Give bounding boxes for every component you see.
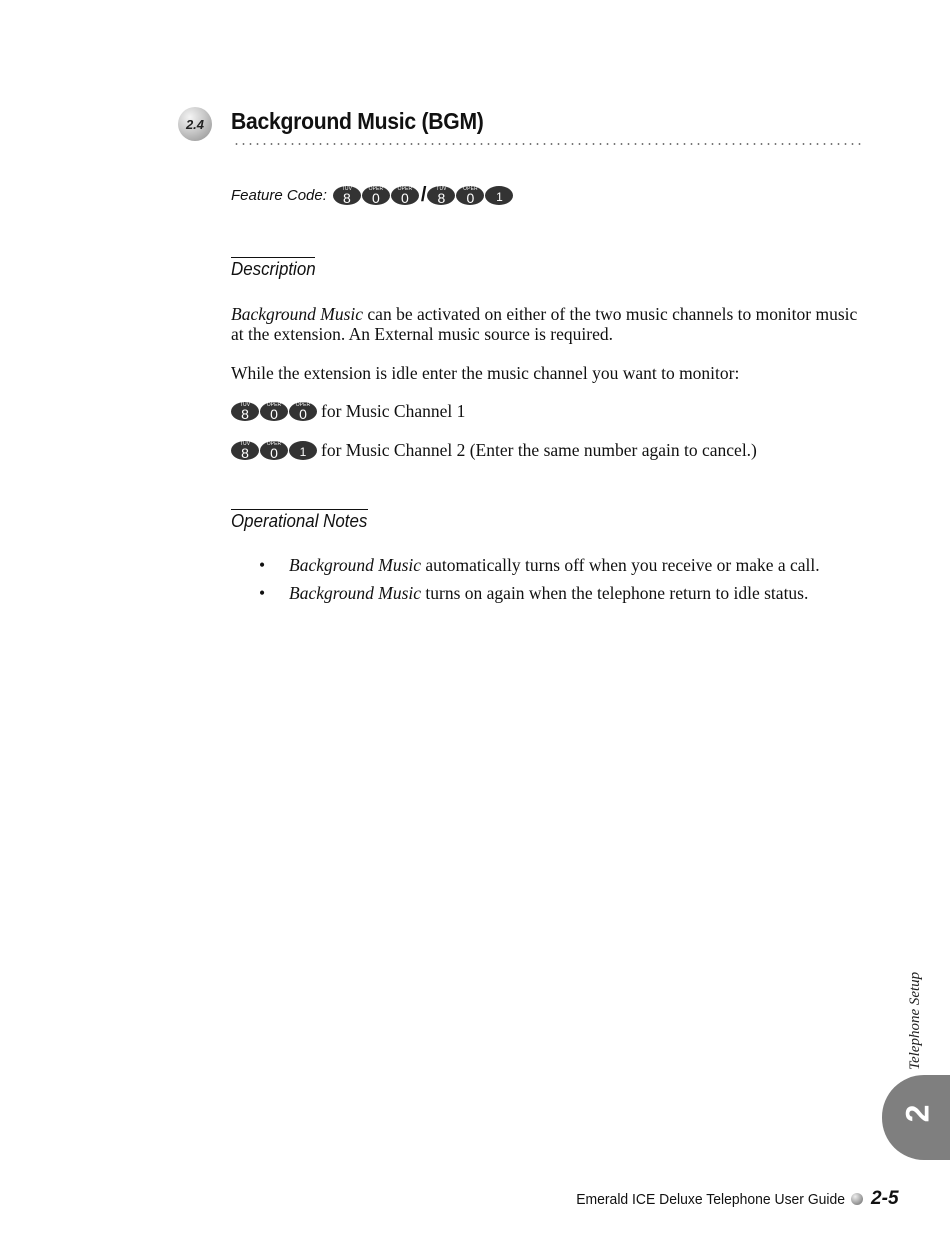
feature-code-label: Feature Code:	[231, 187, 327, 204]
bullet-icon: •	[259, 583, 266, 603]
description-heading: Description	[231, 259, 316, 279]
bullet-icon: •	[259, 555, 266, 575]
feature-code-line	[231, 186, 514, 205]
keypad-key-icon: TUV 8	[333, 186, 361, 205]
operational-notes-list	[231, 555, 871, 604]
chapter-side-label: Telephone Setup	[907, 971, 923, 1070]
operational-notes-heading: Operational Notes	[231, 511, 368, 531]
footer-guide-title: Emerald ICE Deluxe Telephone User Guide	[576, 1190, 846, 1208]
channel-1-text: for Music Channel 1	[321, 401, 466, 421]
description-paragraph-1: Background Music can be activated on either of the two music channels to monitor music at the extension. An External music source is required.	[231, 304, 858, 344]
keypad-key-icon: OPER 0	[289, 402, 317, 421]
section-number: 2.4	[185, 116, 205, 132]
description-rule	[231, 257, 315, 258]
term-background-music: Background Music	[231, 304, 364, 324]
description-paragraph-2: While the extension is idle enter the music channel you want to monitor:	[231, 363, 740, 383]
keypad-key-icon: OPER 0	[260, 402, 288, 421]
list-item: • Background Music automatically turns off when you receive or make a call.	[231, 555, 871, 576]
feature-code-separator: /	[420, 184, 427, 206]
keypad-key-icon: OPER 0	[456, 186, 484, 205]
keypad-key-icon: TUV 8	[231, 402, 259, 421]
keypad-key-icon: 1	[485, 186, 513, 205]
dotted-divider	[233, 143, 863, 145]
page-number: 2-5	[871, 1188, 899, 1209]
keypad-key-icon: OPER 0	[260, 441, 288, 460]
term-background-music: Background Music	[289, 555, 422, 575]
channel-1-line	[231, 401, 465, 422]
channel-2-text: for Music Channel 2 (Enter the same number again to cancel.)	[321, 440, 757, 460]
section-title: Background Music (BGM)	[231, 108, 484, 134]
keypad-key-icon: TUV 8	[231, 441, 259, 460]
list-item: • Background Music turns on again when the telephone return to idle status.	[231, 583, 871, 604]
term-background-music: Background Music	[289, 583, 422, 603]
keypad-key-icon: OPER 0	[391, 186, 419, 205]
page-footer	[556, 1188, 899, 1210]
keypad-key-icon: 1	[289, 441, 317, 460]
keypad-key-icon: TUV 8	[427, 186, 455, 205]
operational-notes-rule	[231, 509, 368, 510]
channel-2-line	[231, 440, 757, 461]
bullet-ball-icon	[851, 1193, 863, 1205]
keypad-key-icon: OPER 0	[362, 186, 390, 205]
chapter-number: 2	[899, 1104, 936, 1123]
section-number-badge	[178, 107, 212, 141]
